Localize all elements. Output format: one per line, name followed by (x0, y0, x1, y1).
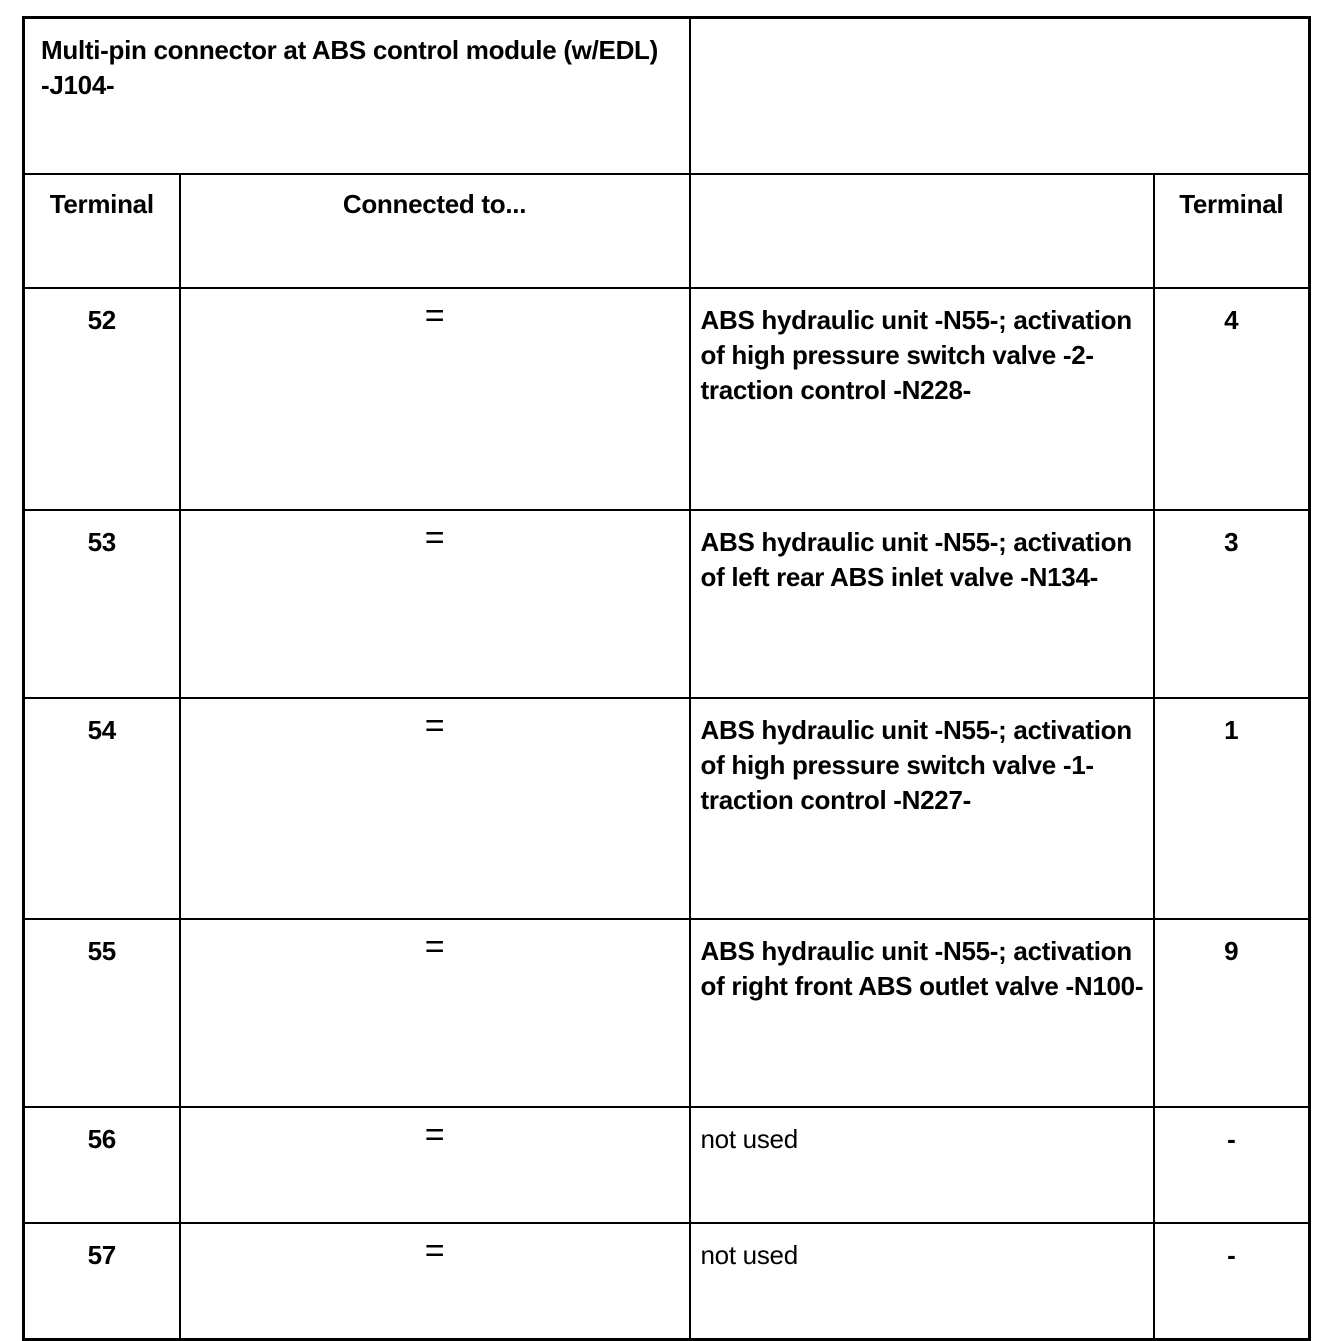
description-cell: ABS hydraulic unit -N55-; activation of right front ABS outlet valve -N100- (690, 919, 1154, 1107)
connected-cell: = (180, 288, 690, 510)
target-terminal-cell: 3 (1154, 510, 1310, 698)
connected-cell: = (180, 919, 690, 1107)
description-cell: not used (690, 1107, 1154, 1223)
description-cell: ABS hydraulic unit -N55-; activation of left rear ABS inlet valve -N134- (690, 510, 1154, 698)
target-terminal-cell: - (1154, 1107, 1310, 1223)
table-row (24, 698, 1310, 919)
terminal-cell: 57 (24, 1223, 180, 1340)
terminal-cell: 56 (24, 1107, 180, 1223)
target-terminal-cell: 4 (1154, 288, 1310, 510)
description-cell: ABS hydraulic unit -N55-; activation of high pressure switch valve -2- traction control -N228- (690, 288, 1154, 510)
title-row (24, 18, 1310, 175)
table-row (24, 1223, 1310, 1340)
header-connected-to: Connected to... (180, 174, 690, 288)
connected-cell: = (180, 1107, 690, 1223)
terminal-cell: 55 (24, 919, 180, 1107)
terminal-cell: 54 (24, 698, 180, 919)
description-cell: ABS hydraulic unit -N55-; activation of high pressure switch valve -1- traction control -N227- (690, 698, 1154, 919)
table-row (24, 288, 1310, 510)
header-terminal-right: Terminal (1154, 174, 1310, 288)
connector-pinout-table (22, 16, 1311, 1341)
header-row (24, 174, 1310, 288)
target-terminal-cell: 1 (1154, 698, 1310, 919)
table-row (24, 1107, 1310, 1223)
connected-cell: = (180, 510, 690, 698)
table-row (24, 510, 1310, 698)
terminal-cell: 53 (24, 510, 180, 698)
table-row (24, 919, 1310, 1107)
connected-cell: = (180, 698, 690, 919)
target-terminal-cell: - (1154, 1223, 1310, 1340)
title-empty-cell (690, 18, 1310, 175)
header-terminal-left: Terminal (24, 174, 180, 288)
terminal-cell: 52 (24, 288, 180, 510)
description-cell: not used (690, 1223, 1154, 1340)
target-terminal-cell: 9 (1154, 919, 1310, 1107)
table-title: Multi-pin connector at ABS control module (w/EDL) -J104- (24, 18, 690, 175)
header-description (690, 174, 1154, 288)
connected-cell: = (180, 1223, 690, 1340)
